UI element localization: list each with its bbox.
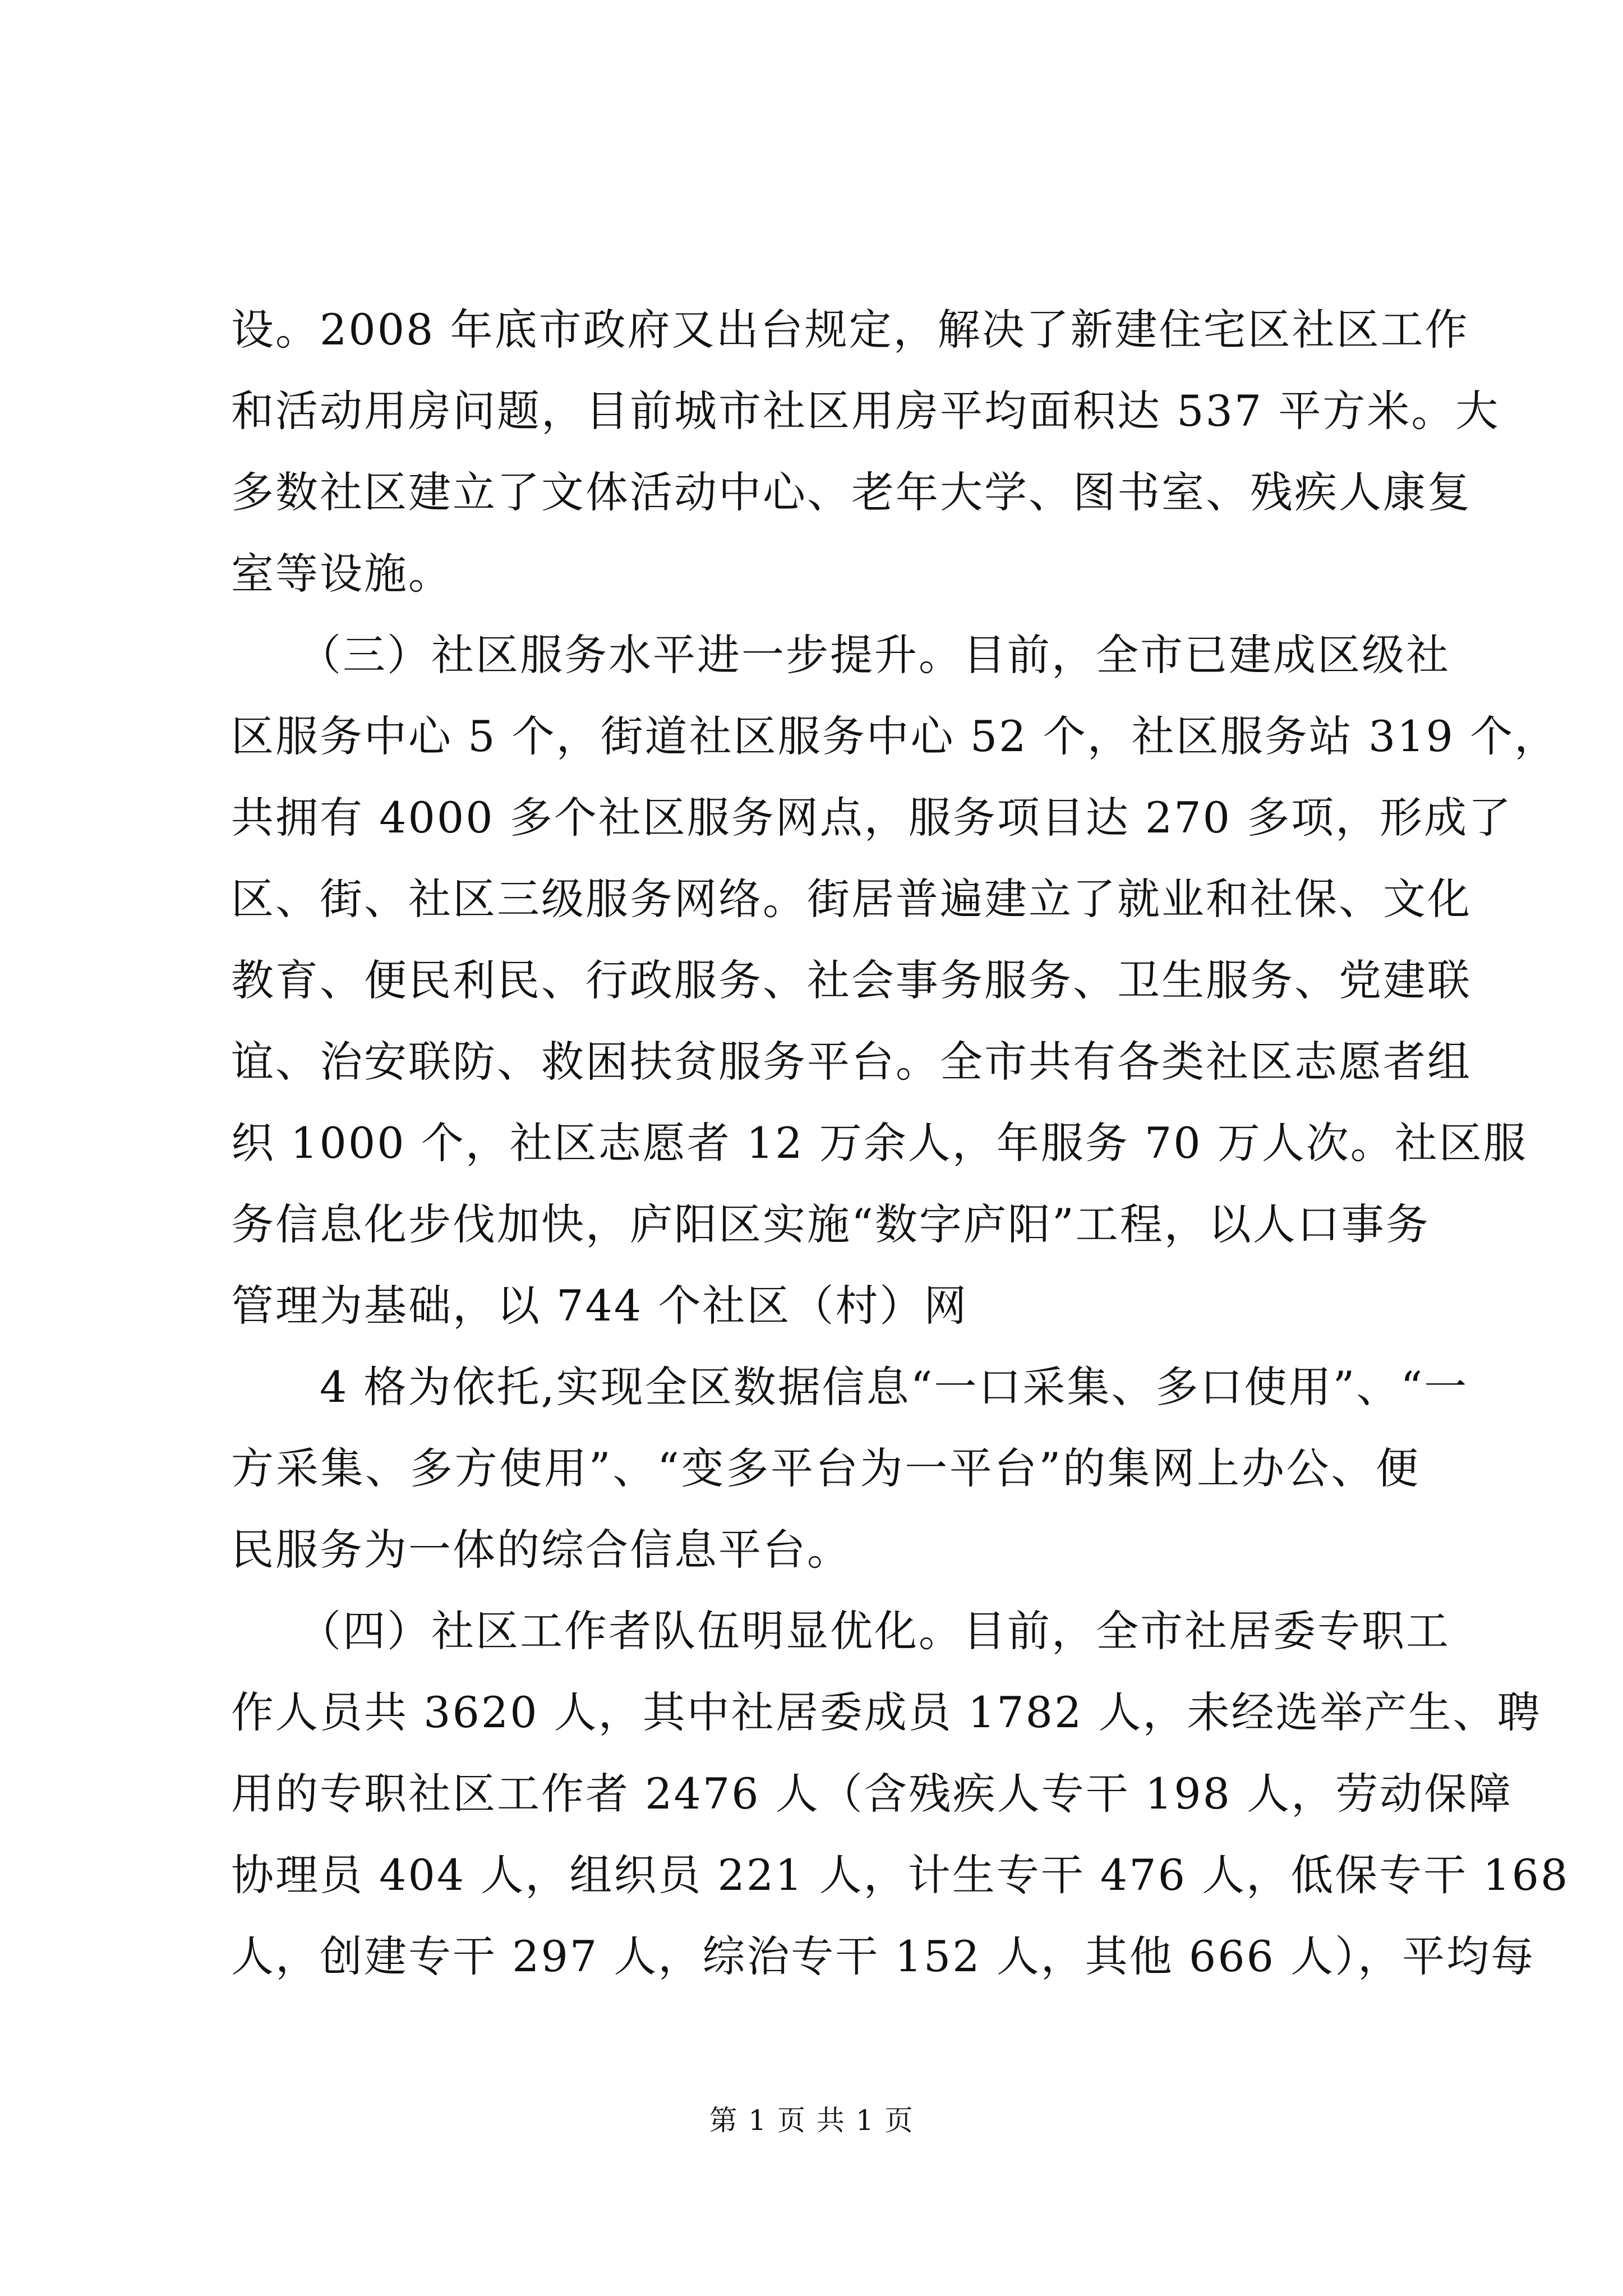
text-line: 作人员共 3620 人，其中社居委成员 1782 人，未经选举产生、聘 bbox=[231, 1687, 1542, 1737]
text-line: 谊、治安联防、救困扶贫服务平台。全市共有各类社区志愿者组 bbox=[231, 1037, 1472, 1087]
text-line: 教育、便民利民、行政服务、社会事务服务、卫生服务、党建联 bbox=[231, 955, 1472, 1005]
text-line: 管理为基础，以 744 个社区（村）网 bbox=[231, 1281, 969, 1331]
text-line: 用的专职社区工作者 2476 人（含残疾人专干 198 人，劳动保障 bbox=[231, 1769, 1513, 1819]
text-line: 室等设施。 bbox=[231, 549, 453, 599]
text-line: （三）社区服务水平进一步提升。目前，全市已建成区级社 bbox=[231, 630, 1450, 680]
text-line: 方采集、多方使用”、“变多平台为一平台”的集网上办公、便 bbox=[231, 1443, 1420, 1493]
text-line: 区、街、社区三级服务网络。街居普遍建立了就业和社保、文化 bbox=[231, 874, 1472, 924]
text-line: 织 1000 个，社区志愿者 12 万余人，年服务 70 万人次。社区服 bbox=[231, 1118, 1528, 1168]
text-line: 4 格为依托,实现全区数据信息“一口采集、多口使用”、“一 bbox=[231, 1362, 1469, 1412]
text-line: 区服务中心 5 个，街道社区服务中心 52 个，社区服务站 319 个， bbox=[231, 711, 1559, 761]
text-line: 协理员 404 人，组织员 221 人，计生专干 476 人，低保专干 168 bbox=[231, 1850, 1570, 1900]
page-footer: 第 1 页 共 1 页 bbox=[709, 2104, 914, 2137]
text-line: 务信息化步伐加快，庐阳区实施“数字庐阳”工程，以人口事务 bbox=[231, 1199, 1430, 1249]
text-line: （四）社区工作者队伍明显优化。目前，全市社居委专职工 bbox=[231, 1606, 1450, 1656]
text-line: 和活动用房问题，目前城市社区用房平均面积达 537 平方米。大 bbox=[231, 386, 1500, 436]
text-line: 设。2008 年底市政府又出台规定，解决了新建住宅区社区工作 bbox=[231, 305, 1469, 355]
document-body bbox=[231, 289, 1570, 1997]
text-line: 人，创建专干 297 人，综治专干 152 人，其他 666 人），平均每 bbox=[231, 1931, 1536, 1981]
text-line: 民服务为一体的综合信息平台。 bbox=[231, 1525, 851, 1575]
text-line: 多数社区建立了文体活动中心、老年大学、图书室、残疾人康复 bbox=[231, 467, 1472, 517]
text-line: 共拥有 4000 多个社区服务网点，服务项目达 270 多项，形成了 bbox=[231, 793, 1513, 843]
